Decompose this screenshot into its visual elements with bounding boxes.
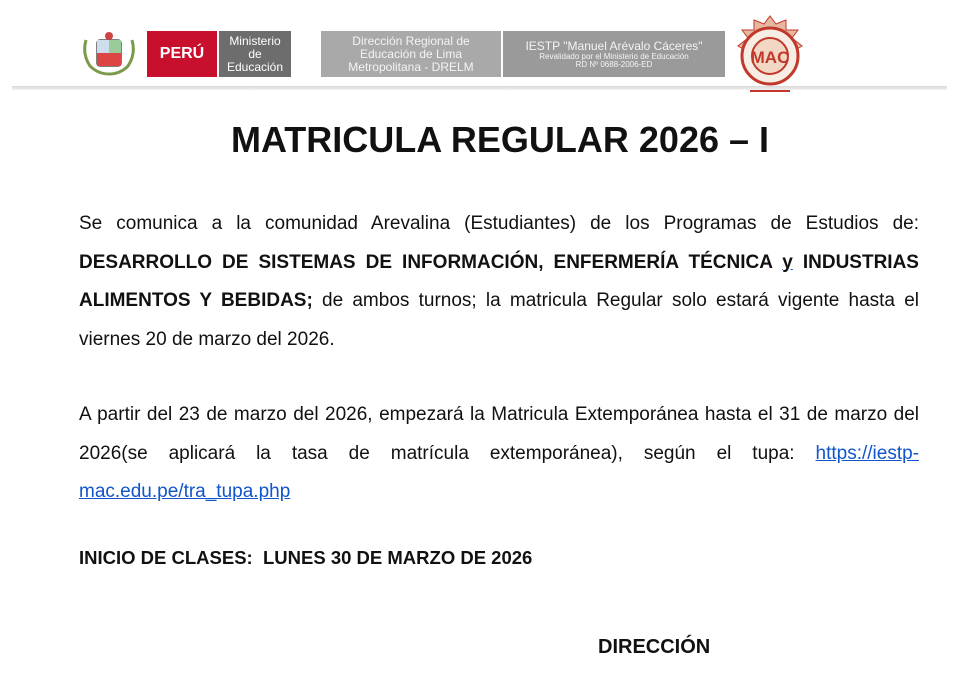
minedu-line-2: de: [248, 46, 262, 61]
minedu-badge: [219, 31, 291, 77]
iestp-name: IESTP "Manuel Arévalo Cáceres": [525, 38, 703, 53]
peru-coat-of-arms-icon: [80, 30, 138, 76]
minedu-line-1: Ministerio: [229, 33, 281, 48]
page-title: MATRICULA REGULAR 2026 – I: [230, 119, 770, 160]
mac-logo-text: MAC: [750, 48, 790, 67]
drelm-line-3: Metropolitana - DRELM: [348, 59, 474, 74]
iestp-line-2: Revalidado por el Ministerio de Educación: [539, 51, 689, 61]
p1-rest: de ambos turnos; la matricula Regular solo estará vigente hasta el viernes 20 de marzo del 2026.: [79, 290, 919, 350]
drelm-badge: [321, 31, 501, 77]
minedu-line-3: Educación: [226, 59, 284, 74]
announcement-paragraph-1: [79, 205, 919, 359]
p1-intro: Se comunica a la comunidad Arevalina (Estudiantes) de los Programas de Estudios de:: [79, 213, 919, 234]
p2-text: A partir del 23 de marzo del 2026, empezará la Matricula Extemporánea hasta el 31 de marzo del 2026(se aplicará la tasa de matrícula extemporánea), según el tupa:: [79, 404, 919, 464]
p1-conjunction: y: [782, 251, 793, 273]
mac-logo-icon: [732, 14, 808, 96]
iestp-line-3: RD Nº 0688-2006-ED: [575, 59, 653, 69]
signature-direccion: DIRECCIÓN: [598, 636, 711, 658]
drelm-line-1: Dirección Regional de: [352, 33, 470, 48]
tupa-link[interactable]: https://iestp-mac.edu.pe/tra_tupa.php: [79, 442, 919, 502]
class-start-date: INICIO DE CLASES: LUNES 30 DE MARZO DE 2026: [79, 547, 533, 568]
announcement-paragraph-2: [79, 396, 919, 512]
p1-programs-b: INDUSTRIAS ALIMENTOS Y BEBIDAS;: [79, 251, 919, 311]
drelm-line-2: Educación de Lima: [359, 46, 463, 61]
peru-label: PERÚ: [159, 45, 205, 62]
p1-programs-a: DESARROLLO DE SISTEMAS DE INFORMACIÓN, ENFERMERÍA TÉCNICA: [79, 251, 783, 273]
peru-badge: [147, 31, 217, 77]
iestp-badge: [503, 31, 725, 77]
header-divider: [12, 86, 947, 90]
